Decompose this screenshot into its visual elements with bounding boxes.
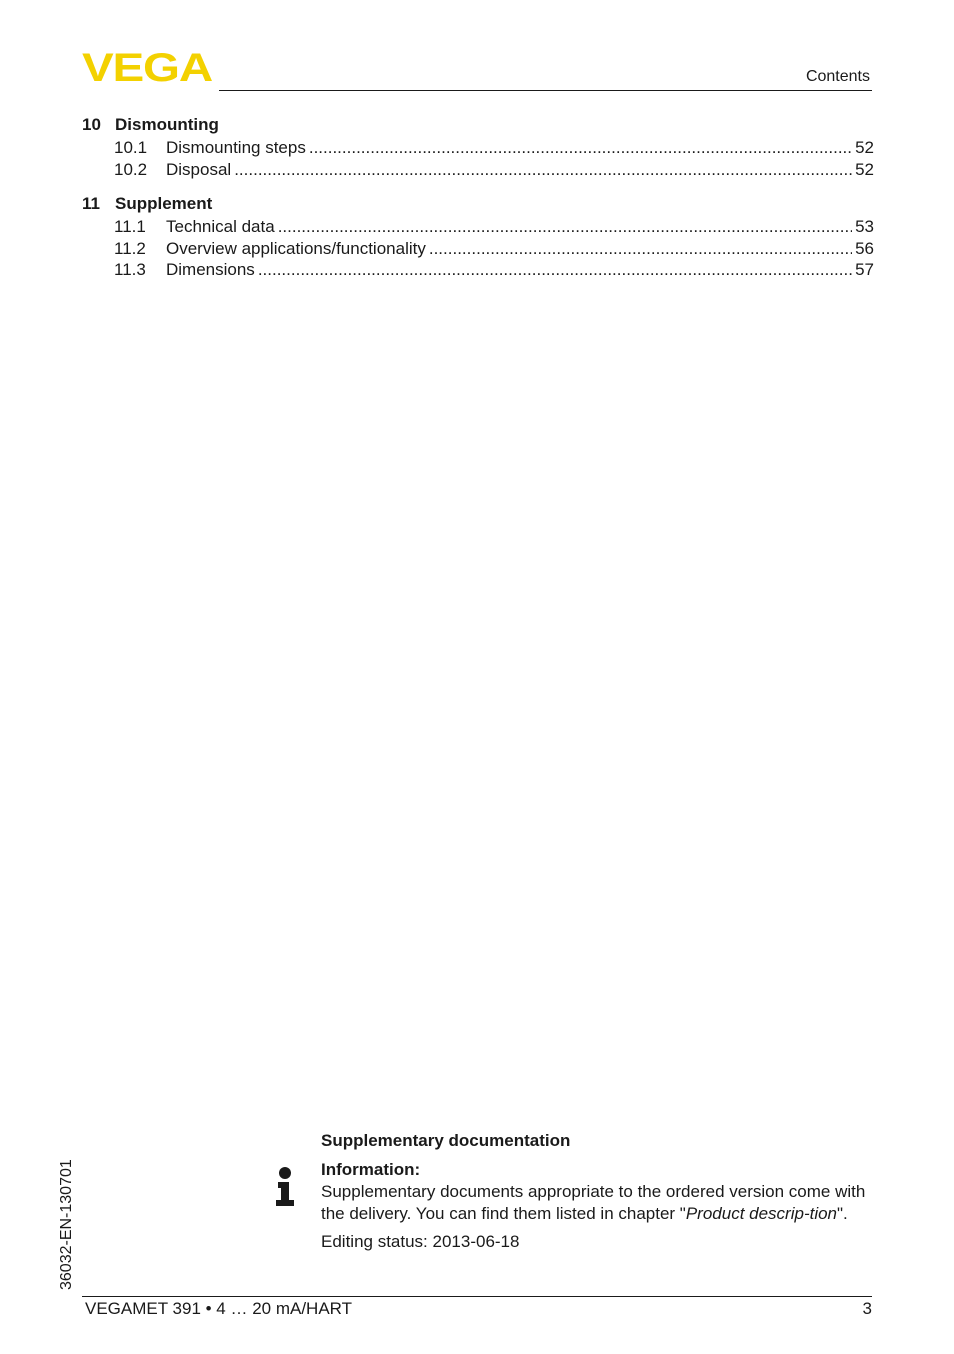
toc-chapter-title[interactable]	[82, 113, 874, 137]
information-note	[321, 1159, 881, 1225]
information-text-start: Supplementary documents appropriate to the ordered version come with the delivery. You can find them listed in chapter "	[321, 1182, 866, 1223]
entry-number: 11.3	[114, 260, 146, 279]
entry-title: Technical data	[166, 217, 275, 236]
toc-chapter	[82, 192, 874, 281]
dot-leader	[278, 216, 852, 238]
toc-entry[interactable]	[82, 137, 874, 159]
entry-title: Dismounting steps	[166, 138, 306, 157]
information-text	[321, 1181, 881, 1225]
entry-page: 53	[855, 217, 874, 236]
dot-leader	[309, 137, 852, 159]
info-icon	[275, 1166, 295, 1208]
editing-status: Editing status: 2013-06-18	[321, 1232, 520, 1251]
header-section-label: Contents	[805, 68, 870, 85]
footer-page-number: 3	[862, 1299, 872, 1318]
entry-title: Overview applications/functionality	[166, 238, 426, 258]
supplementary-heading: Supplementary documentation	[321, 1131, 571, 1150]
document-code: 36032-EN-130701	[58, 1159, 75, 1290]
chapter-number: 11	[82, 194, 100, 213]
dot-leader	[429, 238, 852, 260]
toc-entry[interactable]	[82, 259, 874, 281]
entry-number: 10.2	[114, 159, 148, 179]
toc-chapter	[82, 113, 874, 180]
entry-page: 57	[855, 260, 874, 279]
entry-title: Dimensions	[166, 260, 255, 279]
dot-leader	[234, 159, 852, 181]
chapter-label: Dismounting	[115, 115, 219, 134]
footer-product: VEGAMET 391 • 4 … 20 mA/HART	[85, 1299, 353, 1318]
toc-entry[interactable]	[82, 216, 874, 238]
chapter-label: Supplement	[115, 194, 213, 213]
toc-entry[interactable]	[82, 238, 874, 260]
entry-number: 11.2	[114, 238, 146, 258]
entry-page: 52	[855, 138, 874, 157]
chapter-number: 10	[82, 115, 101, 134]
information-text-end: ".	[837, 1204, 848, 1223]
header-rule	[219, 90, 872, 91]
entry-page: 56	[855, 238, 874, 258]
toc-chapter-title[interactable]	[82, 192, 874, 216]
supplementary-documentation	[321, 1130, 881, 1253]
toc-entry[interactable]	[82, 159, 874, 181]
entry-page: 52	[855, 159, 874, 179]
dot-leader	[258, 259, 852, 281]
table-of-contents	[82, 113, 874, 293]
svg-text:VEGA: VEGA	[82, 50, 212, 84]
entry-number: 11.1	[114, 217, 146, 236]
entry-number: 10.1	[114, 138, 148, 157]
vega-logo	[82, 50, 212, 84]
entry-title: Disposal	[166, 159, 232, 179]
footer-rule	[82, 1296, 872, 1297]
chapter-reference: Product descrip-tion	[685, 1204, 838, 1223]
information-label: Information:	[321, 1160, 421, 1179]
